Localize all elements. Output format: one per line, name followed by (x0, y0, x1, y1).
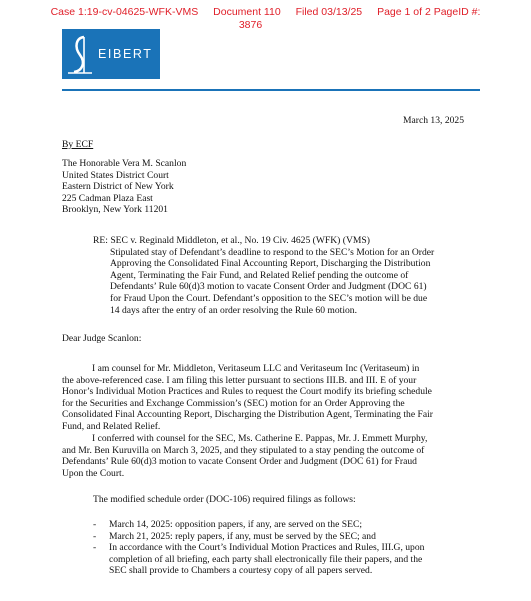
paragraph-2 (62, 433, 427, 479)
re-line: Defendants’ Rule 60(d)3 motion to vacate Consent Order and Judgment (DOC 61) (110, 281, 427, 293)
case-number: Case 1:19-cv-04625-WFK-VMS (50, 6, 199, 18)
paragraph-1 (62, 363, 433, 433)
list-item-text: completion of all briefing, each party shall electronically file their papers, and the (109, 553, 423, 565)
bullet-dash: - (93, 530, 97, 542)
paragraph-line: Defendants’ Rule 60(d)3 motion to vacate Consent Order and Judgment (DOC 61) for Fraud (62, 456, 417, 468)
schedule-intro: The modified schedule order (DOC-106) required filings as follows: (93, 494, 356, 505)
list-item (93, 542, 424, 577)
addressee-line: Eastern District of New York (62, 181, 174, 193)
re-line: for Fraud Upon the Court. Defendant’s opposition to the SEC’s motion will be due (110, 292, 428, 304)
paragraph-line: and Mr. Ben Kuruvilla on March 3, 2025, and they stipulated to a stay pending the outcome of (62, 444, 425, 456)
paragraph-line: Upon the Court. (62, 467, 125, 479)
list-item (93, 519, 424, 531)
paragraph-line: I conferred with counsel for the SEC, Ms. Catherine E. Pappas, Mr. J. Emmett Murphy, (92, 433, 428, 444)
filed-date: Filed 03/13/25 (295, 6, 363, 18)
re-line: 14 days after the entry of an order resolving the Rule 60 motion. (110, 304, 357, 316)
schedule-list (93, 519, 424, 577)
list-item-text: In accordance with the Court’s Individual Motion Practices and Rules, III.G, upon (109, 542, 425, 554)
list-item-text: March 21, 2025: reply papers, if any, must be served by the SEC; and (109, 530, 376, 542)
paragraph-line: the above-referenced case. I am filing this letter pursuant to sections III.B. and III. E of your (62, 374, 417, 386)
header-rule (62, 89, 480, 91)
delivery-method: By ECF (62, 139, 94, 150)
salutation: Dear Judge Scanlon: (62, 333, 142, 344)
paragraph-line: Fund, and Related Relief. (62, 420, 161, 432)
re-line: RE: SEC v. Reginald Middleton, et al., No. 19 Civ. 4625 (WFK) (VMS) (93, 235, 370, 246)
addressee-block (62, 158, 186, 216)
addressee-line: Brooklyn, New York 11201 (62, 204, 168, 216)
page-id: 3876 (238, 19, 263, 31)
paragraph-line: for the Securities and Exchange Commission’s (SEC) motion for an Order Approving the (62, 397, 405, 409)
paragraph-line: Consolidated Final Accounting Report, Discharging the Distribution Agent, Terminating the Fair (62, 409, 433, 421)
page-info: Page 1 of 2 PageID #: (377, 6, 481, 18)
re-block (93, 235, 434, 316)
list-item-text: March 14, 2025: opposition papers, if any, are served on the SEC; (109, 519, 363, 530)
addressee-line: 225 Cadman Plaza East (62, 192, 153, 204)
paragraph-line: I am counsel for Mr. Middleton, Veritaseum LLC and Veritaseum Inc (Veritaseum) in (92, 363, 420, 374)
logo-text: EIBERT (98, 47, 153, 61)
re-line: Approving the Consolidated Final Accounting Report, Discharging the Distribution (110, 258, 431, 270)
re-line: Stipulated stay of Defendant’s deadline to respond to the SEC’s Motion for an Order (110, 246, 435, 258)
bullet-dash: - (93, 542, 97, 554)
addressee-line: United States District Court (62, 169, 169, 181)
bullet-dash: - (93, 519, 97, 530)
letter-date: March 13, 2025 (403, 115, 465, 126)
list-item-text: SEC shall provide to Chambers a courtesy copy of all papers served. (109, 565, 373, 577)
addressee-line: The Honorable Vera M. Scanlon (62, 158, 187, 169)
document-number: Document 110 (213, 6, 281, 18)
paragraph-line: Honor’s Individual Motion Practices and Rules to request the Court modify its briefing schedule (62, 386, 432, 398)
re-line: Agent, Terminating the Fair Fund, and Related Relief pending the outcome of (110, 269, 409, 281)
list-item (93, 531, 424, 543)
seibert-logo (62, 29, 160, 79)
